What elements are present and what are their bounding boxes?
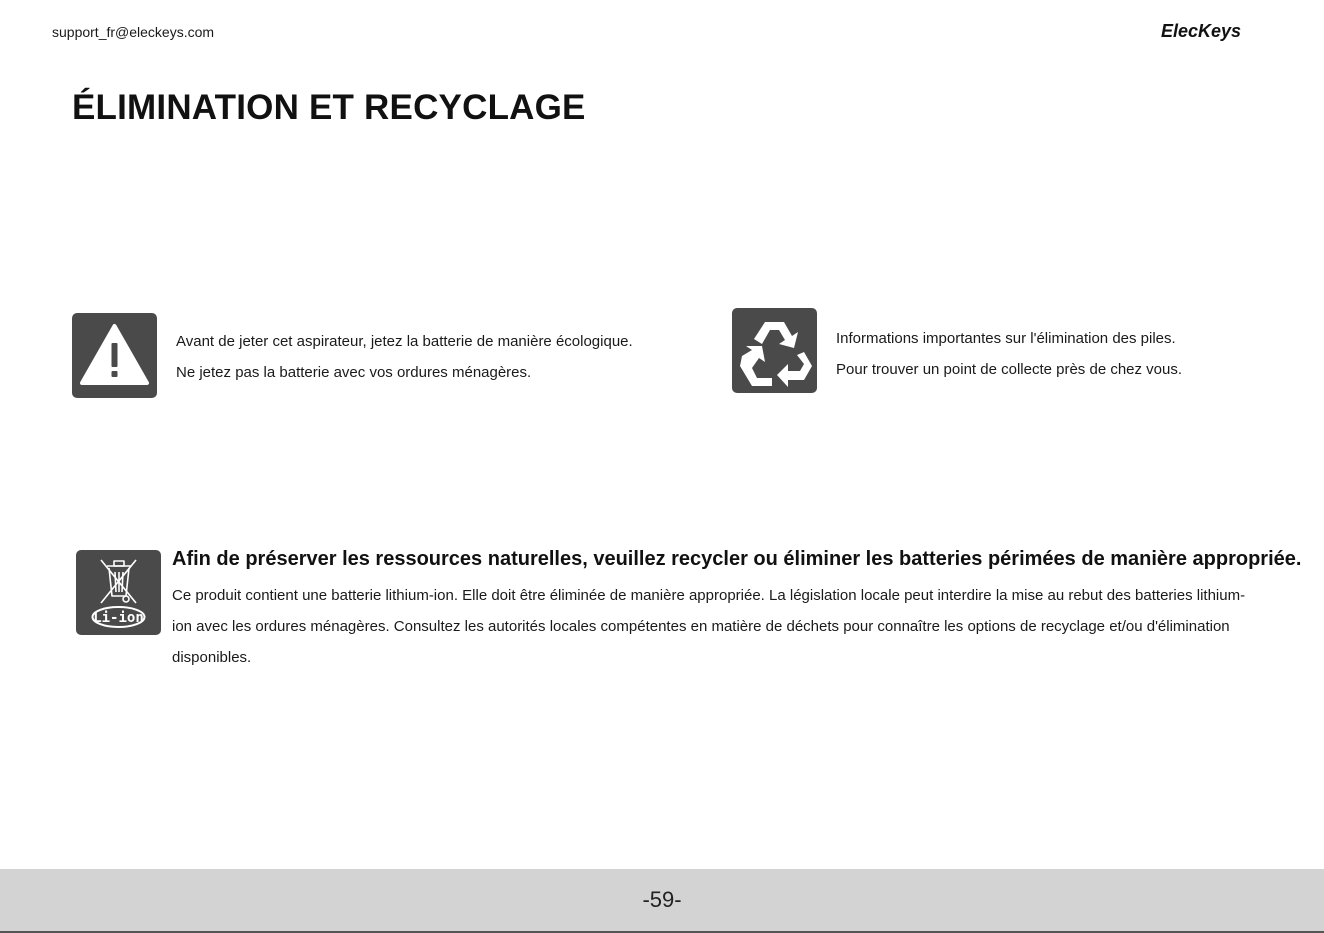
header-email: support_fr@eleckeys.com: [52, 24, 215, 40]
warning-line-2: Ne jetez pas la batterie avec vos ordures ménagères.: [176, 364, 532, 381]
footer-bar: [0, 869, 1324, 933]
liion-body: Ce produit contient une batterie lithium-ion. Elle doit être éliminée de manière appropriée. La législation locale peut interdire la mise au rebut des batteries lithium-ion avec les ordures ménagères. Consultez les autorités locales compétentes en matière de déchets pour connaître les options de recyclage et/ou d'élimination disponibles.: [172, 587, 1246, 666]
li-ion-label: Li-ion: [93, 610, 144, 626]
page-title: ÉLIMINATION ET RECYCLAGE: [72, 88, 586, 127]
crossed-bin-li-ion-icon: [76, 550, 161, 635]
warning-icon: [72, 313, 157, 398]
page-number: -59-: [642, 887, 682, 912]
recycle-icon: [732, 308, 817, 393]
liion-heading: Afin de préserver les ressources naturelles, veuillez recycler ou éliminer les batteries périmées de manière appropriée.: [172, 548, 1302, 570]
brand-logo: ElecKeys: [1161, 21, 1242, 41]
warning-line-1: Avant de jeter cet aspirateur, jetez la batterie de manière écologique.: [176, 333, 633, 350]
recycle-line-1: Informations importantes sur l'élimination des piles.: [836, 330, 1176, 347]
recycle-line-2: Pour trouver un point de collecte près de chez vous.: [836, 361, 1183, 378]
